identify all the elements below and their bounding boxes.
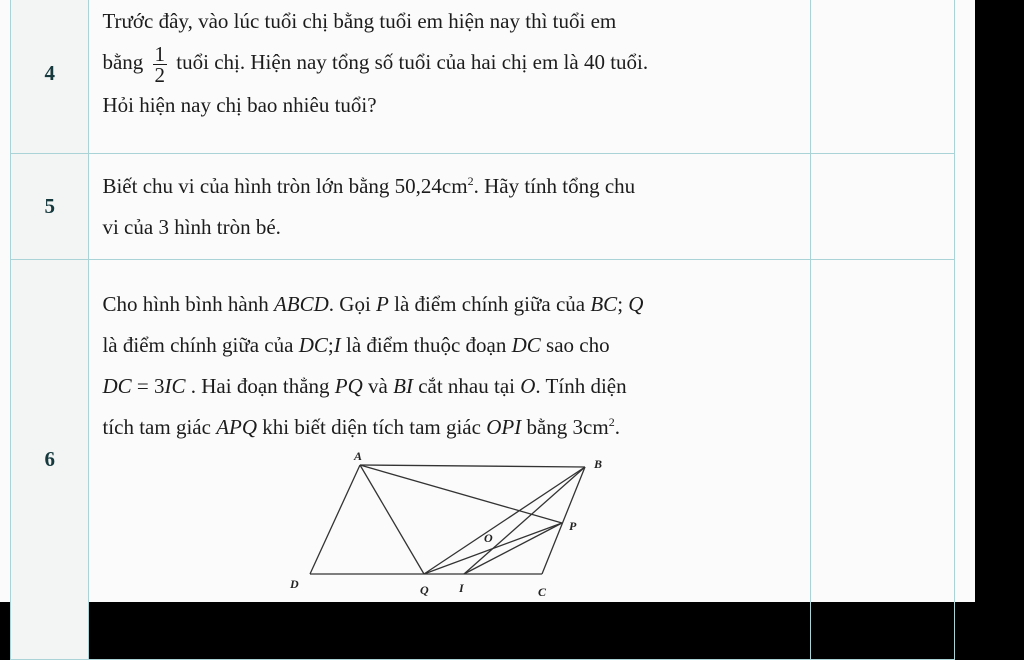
parallelogram-diagram [282, 452, 642, 602]
superscript: 2 [467, 174, 474, 188]
label-b: B [594, 457, 603, 471]
text-line: là điểm chính giữa của DC;I là điểm thuộc đoạn DC sao cho [102, 333, 610, 357]
question-text [89, 0, 811, 154]
label-i: I [459, 581, 465, 595]
fraction [153, 41, 168, 87]
answer-cell [811, 260, 955, 660]
text-segment: Biết chu vi của hình tròn lớn bằng 50,24cm [102, 174, 468, 198]
label-c: C [538, 585, 547, 599]
row-number: 4 [11, 0, 89, 154]
row-number: 5 [11, 154, 89, 260]
text-segment: tuổi chị. Hiện nay tổng số tuổi của hai chị em là 40 tuổi. [176, 50, 649, 74]
label-q: Q [420, 583, 430, 597]
text-segment: . Hãy tính tổng chu [473, 174, 636, 198]
question-text [89, 260, 811, 660]
fraction-numerator: 1 [154, 41, 166, 66]
label-d: D [290, 577, 300, 591]
table-row [11, 0, 955, 154]
segment-da [310, 465, 360, 574]
answer-cell [811, 154, 955, 260]
text-line [102, 42, 810, 85]
question-text [89, 154, 811, 260]
label-a: A [354, 452, 363, 463]
text-line: Trước đây, vào lúc tuổi chị bằng tuổi em hiện nay thì tuổi em [102, 9, 617, 33]
table-row [11, 154, 955, 260]
row-number: 6 [11, 260, 89, 660]
label-o: O [484, 531, 494, 545]
segment-aq [360, 465, 424, 574]
text-line [102, 166, 810, 207]
segment-ab [360, 465, 585, 467]
text-segment: bằng [102, 50, 144, 74]
segment-bc [542, 467, 585, 574]
text-line: Hỏi hiện nay chị bao nhiêu tuổi? [102, 92, 377, 117]
fraction-denominator: 2 [154, 62, 166, 87]
exercise-table [10, 0, 955, 660]
text-line: DC = 3IC . Hai đoạn thẳng PQ và BI cắt nhau tại O. Tính diện [102, 374, 627, 398]
text-line: Cho hình bình hành ABCD. Gọi P là điểm chính giữa của BC; Q [102, 292, 644, 316]
text-line: vi của 3 hình tròn bé. [102, 215, 281, 239]
text-line: tích tam giác APQ khi biết diện tích tam giác OPI bằng $3cm^2$. [102, 415, 620, 439]
table-row [11, 260, 955, 660]
label-p: P [569, 519, 577, 533]
answer-cell [811, 0, 955, 154]
segment-qb [424, 467, 585, 574]
geometry-figure [282, 452, 642, 602]
segment-ib [464, 467, 585, 574]
